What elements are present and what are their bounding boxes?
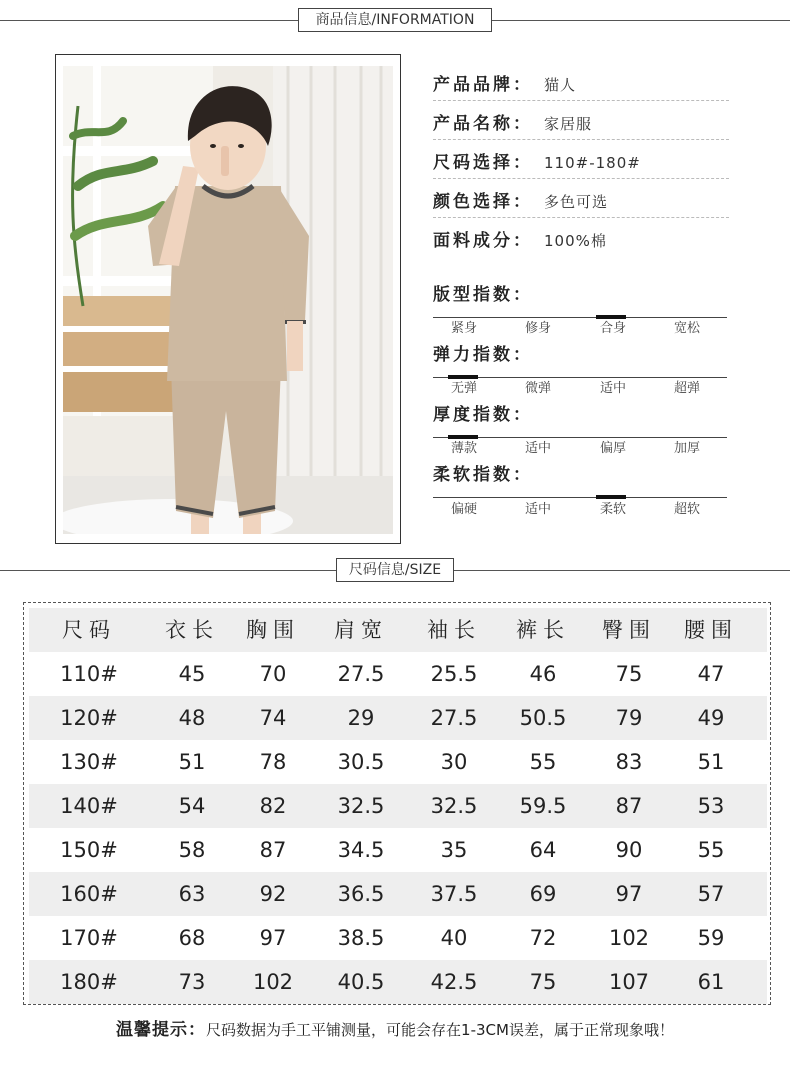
table-cell: 78 <box>259 750 287 774</box>
table-cell: 79 <box>615 706 643 730</box>
table-cell: 40 <box>440 926 468 950</box>
dashed-divider <box>433 100 729 101</box>
table-row <box>29 740 767 784</box>
table-header-cell: 胸围 <box>246 618 300 642</box>
index-title-fit: 版型指数： <box>433 285 533 305</box>
table-cell: 51 <box>697 750 725 774</box>
size-value: 110#-180# <box>544 154 641 172</box>
brand-label: 产品品牌： <box>433 75 533 95</box>
index-option: 超软 <box>673 502 700 517</box>
index-scale-line <box>433 317 727 318</box>
index-marker-thickness <box>448 435 478 439</box>
table-cell: 57 <box>697 882 725 906</box>
table-cell: 102 <box>252 970 294 994</box>
table-cell: 170# <box>60 926 118 950</box>
tip-label: 温馨提示： <box>116 1020 207 1040</box>
table-cell: 180# <box>60 970 118 994</box>
table-cell: 87 <box>259 838 287 862</box>
product-photo-illustration <box>63 66 393 534</box>
table-cell: 36.5 <box>337 882 385 906</box>
table-cell: 70 <box>259 662 287 686</box>
size-label: 尺码选择： <box>433 153 533 173</box>
table-cell: 120# <box>60 706 118 730</box>
table-cell: 130# <box>60 750 118 774</box>
size-table <box>23 602 771 1005</box>
dashed-divider <box>433 178 729 179</box>
color-label: 颜色选择： <box>433 192 533 212</box>
table-cell: 68 <box>178 926 206 950</box>
table-cell: 61 <box>697 970 725 994</box>
table-row <box>29 784 767 828</box>
table-cell: 140# <box>60 794 118 818</box>
table-cell: 30.5 <box>337 750 385 774</box>
index-option: 薄款 <box>450 441 477 456</box>
table-cell: 37.5 <box>430 882 478 906</box>
info-row-name <box>433 111 729 141</box>
table-cell: 73 <box>178 970 206 994</box>
index-option: 柔软 <box>599 502 626 517</box>
table-cell: 51 <box>178 750 206 774</box>
table-cell: 45 <box>178 662 206 686</box>
index-option: 修身 <box>524 321 551 336</box>
table-cell: 69 <box>529 882 557 906</box>
table-header-cell: 腰围 <box>684 618 738 642</box>
table-row <box>29 872 767 916</box>
table-header-cell: 肩宽 <box>334 618 388 642</box>
index-option: 紧身 <box>450 321 477 336</box>
index-title-thickness: 厚度指数： <box>433 405 533 425</box>
table-cell: 58 <box>178 838 206 862</box>
table-row <box>29 916 767 960</box>
tip-text: 尺码数据为手工平铺测量，可能会存在1-3CM误差，属于正常现象哦！ <box>206 1021 674 1039</box>
table-cell: 74 <box>259 706 287 730</box>
table-cell: 59 <box>697 926 725 950</box>
table-header-cell: 袖长 <box>427 618 481 642</box>
index-marker-softness <box>596 495 626 499</box>
index-option: 无弹 <box>450 381 477 396</box>
table-cell: 48 <box>178 706 206 730</box>
table-cell: 64 <box>529 838 557 862</box>
table-cell: 38.5 <box>337 926 385 950</box>
index-option: 合身 <box>599 321 626 336</box>
table-cell: 63 <box>178 882 206 906</box>
index-title-softness: 柔软指数： <box>433 465 533 485</box>
dashed-divider <box>433 139 729 140</box>
color-value: 多色可选 <box>544 193 609 211</box>
index-option: 偏厚 <box>599 441 626 456</box>
index-scale-line <box>433 497 727 498</box>
name-label: 产品名称： <box>433 114 533 134</box>
table-cell: 34.5 <box>337 838 385 862</box>
table-header-cell: 臀围 <box>602 618 656 642</box>
index-marker-fit <box>596 315 626 319</box>
info-row-color <box>433 189 729 219</box>
table-cell: 150# <box>60 838 118 862</box>
table-cell: 83 <box>615 750 643 774</box>
table-cell: 55 <box>529 750 557 774</box>
table-cell: 75 <box>529 970 557 994</box>
table-cell: 75 <box>615 662 643 686</box>
table-header-cell: 尺码 <box>62 618 116 642</box>
table-row <box>29 652 767 696</box>
table-cell: 32.5 <box>430 794 478 818</box>
product-photo-frame <box>55 54 401 544</box>
info-row-size <box>433 150 729 180</box>
table-cell: 102 <box>608 926 650 950</box>
table-cell: 35 <box>440 838 468 862</box>
table-cell: 53 <box>697 794 725 818</box>
index-option: 适中 <box>599 381 626 396</box>
measurement-tip <box>0 1018 790 1042</box>
index-option: 偏硬 <box>450 502 477 517</box>
table-cell: 42.5 <box>430 970 478 994</box>
index-option: 微弹 <box>524 381 551 396</box>
index-option: 宽松 <box>673 321 700 336</box>
index-option: 适中 <box>524 441 551 456</box>
table-cell: 50.5 <box>519 706 567 730</box>
table-row <box>29 960 767 1004</box>
table-cell: 29 <box>347 706 375 730</box>
table-row <box>29 828 767 872</box>
table-cell: 25.5 <box>430 662 478 686</box>
info-row-brand <box>433 72 729 102</box>
section-title-size: 尺码信息/SIZE <box>336 558 454 582</box>
table-cell: 97 <box>259 926 287 950</box>
table-cell: 110# <box>60 662 118 686</box>
dashed-divider <box>433 217 729 218</box>
table-cell: 55 <box>697 838 725 862</box>
index-marker-elasticity <box>448 375 478 379</box>
fabric-label: 面料成分： <box>433 231 533 251</box>
index-option: 超弹 <box>673 381 700 396</box>
info-row-fabric <box>433 228 729 258</box>
table-cell: 30 <box>440 750 468 774</box>
index-option: 加厚 <box>673 441 700 456</box>
name-value: 家居服 <box>544 115 593 133</box>
index-title-elasticity: 弹力指数： <box>433 345 533 365</box>
index-option: 适中 <box>524 502 551 517</box>
table-cell: 40.5 <box>337 970 385 994</box>
brand-value: 猫人 <box>544 76 577 94</box>
table-cell: 27.5 <box>430 706 478 730</box>
table-row <box>29 696 767 740</box>
table-cell: 46 <box>529 662 557 686</box>
table-cell: 72 <box>529 926 557 950</box>
table-cell: 90 <box>615 838 643 862</box>
table-cell: 82 <box>259 794 287 818</box>
table-cell: 92 <box>259 882 287 906</box>
table-header-cell: 衣长 <box>165 618 219 642</box>
product-photo <box>63 66 393 534</box>
table-cell: 27.5 <box>337 662 385 686</box>
table-cell: 59.5 <box>519 794 567 818</box>
table-cell: 54 <box>178 794 206 818</box>
table-header-cell: 裤长 <box>516 618 570 642</box>
table-cell: 107 <box>608 970 650 994</box>
table-cell: 87 <box>615 794 643 818</box>
table-cell: 32.5 <box>337 794 385 818</box>
fabric-value: 100%棉 <box>544 232 607 250</box>
table-cell: 49 <box>697 706 725 730</box>
table-cell: 97 <box>615 882 643 906</box>
section-title-information: 商品信息/INFORMATION <box>298 8 492 32</box>
table-header-row <box>29 608 767 652</box>
table-cell: 160# <box>60 882 118 906</box>
table-cell: 47 <box>697 662 725 686</box>
